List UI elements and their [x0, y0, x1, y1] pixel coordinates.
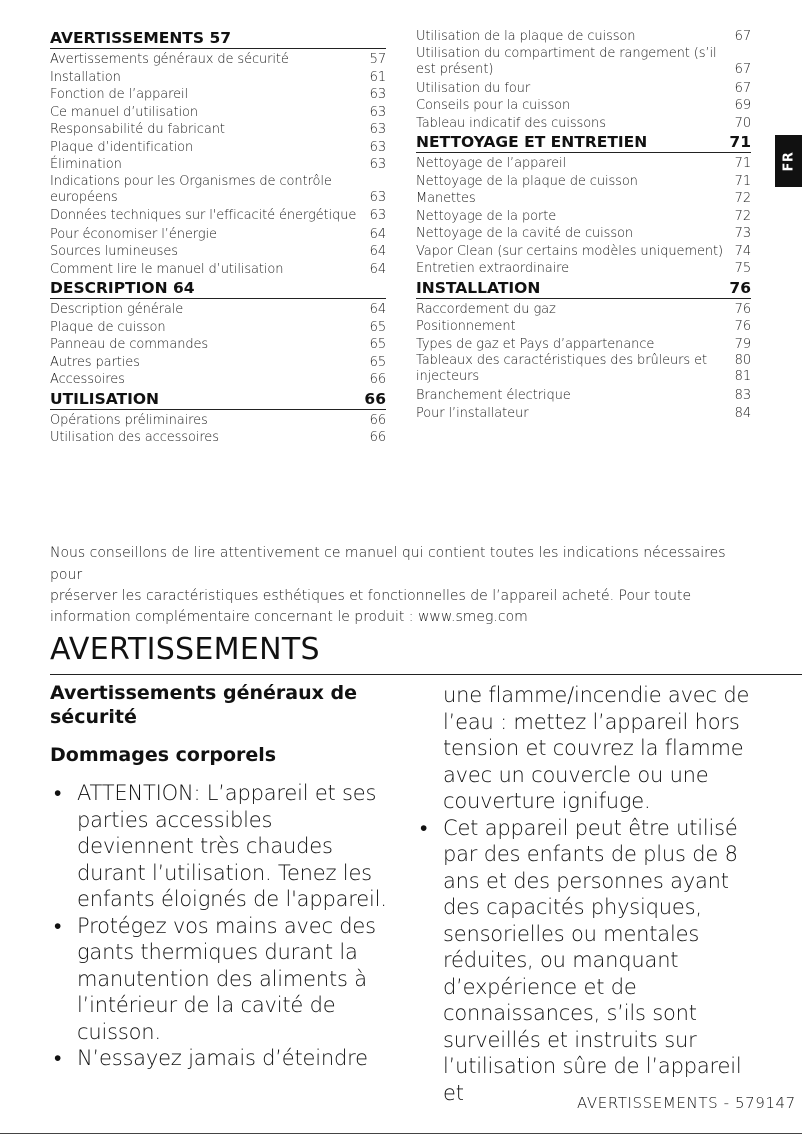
toc-entry-title: Indications pour les Organismes de contrôle européens — [50, 173, 332, 205]
toc-entry — [50, 412, 386, 430]
toc-page-number: 66 — [369, 430, 386, 445]
toc-page-number: 63 — [369, 104, 386, 120]
toc-entry-title: Description générale — [50, 302, 184, 317]
toc-entry — [50, 301, 386, 319]
toc-entry — [416, 115, 751, 133]
toc-entry-title: Panneau de commandes — [50, 337, 209, 352]
toc-page-number: 76 — [729, 278, 751, 297]
toc-entry — [416, 260, 751, 278]
toc-page-number: 64 — [369, 226, 386, 242]
toc-page-number: 84 — [734, 405, 751, 421]
page-footer: AVERTISSEMENTS - 579147 — [577, 1094, 796, 1112]
toc-page-number: 63 — [369, 139, 386, 155]
toc-entry — [50, 371, 386, 389]
toc-entry-title: Utilisation du compartiment de rangement (s’il est présent) — [416, 45, 717, 77]
toc-entry-title: Positionnement — [416, 319, 516, 334]
section-divider — [50, 674, 802, 675]
intro-line: Nous conseillons de lire attentivement ce manuel qui contient toutes les indications nécessaires pour — [50, 545, 726, 583]
toc-entry — [416, 301, 751, 319]
subsubsection-title: Dommages corporels — [50, 744, 277, 766]
toc-entry-title: Nettoyage de la porte — [416, 208, 557, 224]
toc-page-number: 63 — [369, 157, 386, 172]
toc-entry — [50, 354, 386, 372]
toc-section-title: INSTALLATION — [416, 278, 541, 297]
toc-entry — [50, 51, 386, 69]
toc-page-number: 66 — [369, 372, 386, 387]
toc-page-number: 66 — [364, 389, 386, 408]
toc-entry — [416, 353, 751, 385]
toc-column-left — [50, 28, 386, 447]
toc-page-number: 76 — [734, 319, 751, 334]
toc-entry-title: Fonction de l’appareil — [50, 87, 189, 102]
toc-entry-title: Branchement électrique — [416, 388, 571, 403]
toc-entry-title: Opérations préliminaires — [50, 412, 208, 428]
bullet-item: • ATTENTION: L’appareil et ses parties accessibles deviennent très chaudes durant l’utilisation. Tenez les enfants éloignés de l'appareil. — [50, 780, 392, 913]
toc-entry — [50, 429, 386, 447]
section-title: AVERTISSEMENTS — [50, 632, 320, 667]
toc-page-number: 72 — [734, 191, 751, 206]
toc-page-number: 63 — [369, 122, 386, 137]
intro-paragraph — [50, 543, 760, 627]
toc-page-number: 79 — [734, 336, 751, 352]
toc-entry — [416, 208, 751, 226]
body-column-right — [416, 682, 766, 1106]
toc-entry — [416, 28, 751, 46]
toc-entry-title: Pour économiser l’énergie — [50, 226, 217, 242]
toc-entry-title: Types de gaz et Pays d’appartenance — [416, 336, 655, 352]
toc-page-number: 76 — [734, 301, 751, 317]
bullet-item: • Cet appareil peut être utilisé par des enfants de plus de 8 ans et des personnes ayant des capacités physiques, sensorielles ou mentales réduites, ou manquant d’expérience et de connaissances, s’ils sont surveillés et instruits sur l’utilisation sûre de l’appareil et — [416, 815, 766, 1107]
toc-page-number: 71 — [734, 156, 751, 171]
toc-entry — [50, 336, 386, 354]
toc-entry-title: Responsabilité du fabricant — [50, 122, 225, 137]
toc-entry — [416, 173, 751, 191]
toc-entry — [50, 261, 386, 279]
toc-page-number: 64 — [369, 302, 386, 317]
toc-entry-title: Tableaux des caractéristiques des brûleurs et injecteurs — [416, 353, 707, 384]
toc-page-number: 69 — [734, 98, 751, 113]
bullet-item: • Protégez vos mains avec des gants thermiques durant la manutention des aliments à l’intérieur de la cavité de cuisson. — [50, 913, 392, 1046]
toc-entry-title: Autres parties — [50, 354, 140, 370]
toc-page-number: 80 81 — [734, 353, 751, 384]
toc-page-number: 63 — [369, 189, 386, 205]
toc-entry-title: Nettoyage de la plaque de cuisson — [416, 173, 638, 189]
toc-entry-title: Élimination — [50, 157, 122, 172]
toc-page-number: 71 — [729, 133, 751, 151]
toc-entry — [416, 46, 751, 78]
toc-section-heading — [50, 28, 386, 49]
toc-page-number: 65 — [369, 354, 386, 370]
toc-entry-title: Entretien extraordinaire — [416, 261, 569, 276]
toc-page-number: 73 — [734, 226, 751, 241]
toc-column-right — [416, 28, 751, 422]
toc-entry — [416, 336, 751, 354]
toc-section-title: NETTOYAGE ET ENTRETIEN — [416, 133, 648, 151]
toc-entry — [50, 156, 386, 174]
toc-entry-title: Ce manuel d’utilisation — [50, 104, 198, 120]
toc-entry — [50, 208, 386, 224]
toc-entry-title: Avertissements généraux de sécurité — [50, 52, 289, 67]
toc-entry-title: Plaque d’identification — [50, 139, 194, 155]
toc-page-number: 57 — [369, 52, 386, 67]
toc-page-number: 63 — [369, 87, 386, 102]
toc-page-number: 65 — [369, 319, 386, 335]
toc-section-title: DESCRIPTION 64 — [50, 279, 195, 297]
toc-entry — [416, 190, 751, 208]
toc-page-number: 63 — [369, 207, 386, 223]
toc-page-number: 65 — [369, 337, 386, 352]
toc-entry — [416, 318, 751, 336]
toc-section-heading — [50, 278, 386, 299]
toc-entry — [50, 69, 386, 87]
toc-entry — [50, 243, 386, 261]
toc-page-number: 67 — [734, 80, 751, 96]
toc-entry-title: Nettoyage de la cavité de cuisson — [416, 226, 634, 241]
toc-entry-title: Comment lire le manuel d’utilisation — [50, 261, 284, 277]
subsection-title: Avertissements généraux de sécurité — [50, 682, 357, 728]
intro-line: préserver les caractéristiques esthétiques et fonctionnelles de l’appareil acheté. Pour toute — [50, 588, 692, 604]
toc-entry-title: Pour l’installateur — [416, 405, 529, 421]
toc-entry — [50, 121, 386, 139]
toc-entry — [416, 387, 751, 405]
toc-section-heading — [416, 132, 751, 153]
toc-page-number: 64 — [369, 261, 386, 277]
toc-entry-title: Plaque de cuisson — [50, 319, 166, 335]
toc-entry-title: Conseils pour la cuisson — [416, 98, 571, 113]
toc-entry-title: Sources lumineuses — [50, 244, 178, 259]
toc-entry-title: Nettoyage de l’appareil — [416, 156, 567, 171]
toc-page-number: 74 — [734, 243, 751, 259]
toc-entry — [50, 104, 386, 122]
toc-entry-title: Données techniques sur l'efficacité énergétique — [50, 207, 357, 223]
toc-entry-title: Raccordement du gaz — [416, 301, 556, 317]
toc-entry-title: Vapor Clean (sur certains modèles uniquement) — [416, 243, 723, 259]
toc-entry-title: Utilisation de la plaque de cuisson — [416, 29, 636, 44]
language-tab — [775, 135, 802, 187]
toc-section-title: AVERTISSEMENTS 57 — [50, 29, 232, 47]
toc-page-number: 72 — [734, 208, 751, 224]
toc-entry — [50, 86, 386, 104]
toc-entry — [416, 225, 751, 243]
toc-entry — [50, 139, 386, 157]
toc-page-number: 70 — [734, 115, 751, 131]
toc-page-number: 71 — [734, 173, 751, 189]
toc-section-title: UTILISATION — [50, 389, 160, 408]
toc-page-number: 61 — [369, 69, 386, 85]
toc-entry-title: Utilisation des accessoires — [50, 430, 219, 445]
toc-section-heading — [416, 278, 751, 299]
toc-page-number: 67 — [734, 29, 751, 44]
intro-line: information complémentaire concernant le produit : www.smeg.com — [50, 608, 528, 625]
toc-page-number: 83 — [734, 388, 751, 403]
bullet-item: • N’essayez jamais d’éteindre — [50, 1045, 392, 1072]
toc-entry-title: Tableau indicatif des cuissons — [416, 115, 606, 131]
toc-entry-title: Manettes — [416, 191, 476, 206]
toc-entry — [416, 97, 751, 115]
toc-entry — [416, 155, 751, 173]
toc-entry-title: Installation — [50, 69, 121, 85]
language-tab-label: FR — [780, 151, 796, 171]
toc-entry-title: Accessoires — [50, 372, 125, 387]
toc-entry — [416, 80, 751, 98]
body-column-left — [50, 780, 392, 1072]
toc-page-number: 67 — [734, 61, 751, 77]
toc-entry — [50, 319, 386, 337]
toc-page-number: 64 — [369, 244, 386, 259]
toc-entry — [50, 174, 386, 206]
toc-page-number: 66 — [369, 412, 386, 428]
toc-page-number: 75 — [734, 261, 751, 276]
toc-entry — [416, 243, 751, 261]
toc-entry — [50, 226, 386, 244]
toc-section-heading — [50, 389, 386, 410]
toc-entry-title: Utilisation du four — [416, 80, 531, 96]
page-bottom-rule — [0, 1133, 802, 1134]
toc-entry — [416, 405, 751, 423]
continued-text: une flamme/incendie avec de l’eau : mettez l’appareil hors tension et couvrez la flamme avec un couvercle ou une couverture ignifuge. — [443, 683, 750, 813]
